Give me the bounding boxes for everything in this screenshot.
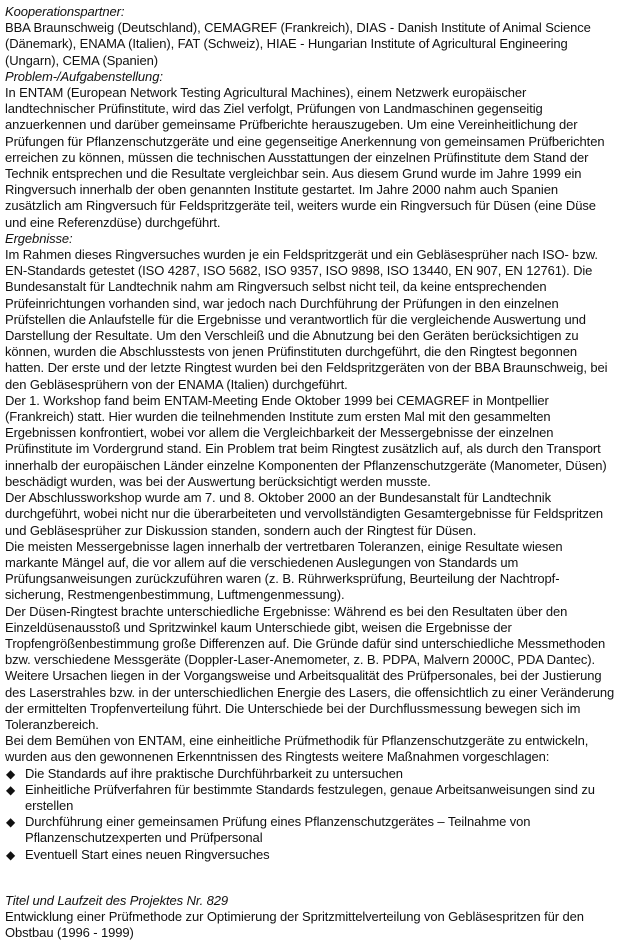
diamond-bullet-icon: ◆ (6, 847, 16, 862)
project-heading: Titel und Laufzeit des Projektes Nr. 829 (5, 892, 229, 908)
results-paragraph: Im Rahmen dieses Ringversuches wurden je ein Feldspritzgerät und ein Gebläsesprüher nach ISO- bzw. EN-Standards getestet (ISO 4287, ISO 5682, ISO 9357, ISO 9898, ISO 13440, EN 907, EN 12761). Die Bundesanstalt für Landtechnik nahm am Ringversuch selbst nicht teil, da keine entsprechenden Prüfeinrichtungen vorhanden sind, war jedoch nach Durchführung der Prüfungen in den einzelnen Prüfstellen die Anlaufstelle für die Ergebnisse und verantwortlich für die vergleichende Auswertung und Darstellung der Resultate. Um den Verschleiß und die Abnutzung bei den Geräten berücksichtigen zu können, wurden die Abschlusstests von jenen Prüfinstituten durchgeführt, die den Ringtest begonnen hatten. Der erste und der letzte Ringtest wurden bei den Feldspritzgeräten von der BBA Braunschweig, bei den Gebläsesprühern von der ENAMA (Italien) durchgeführt. (5, 247, 608, 392)
diamond-bullet-icon: ◆ (6, 782, 16, 797)
section-gap (5, 863, 617, 893)
problem-heading: Problem-/Aufgabenstellung: (5, 68, 163, 84)
partners-text: BBA Braunschweig (Deutschland), CEMAGREF (Frankreich), DIAS - Danish Institute of Animal Science (Dänemark), ENAMA (Italien), FAT (Schweiz), HIAE - Hungarian Institute of Agricultural Engineering (Ungarn), CEMA (Spanien) (5, 20, 591, 68)
results-paragraph: Bei dem Bemühen von ENTAM, eine einheitliche Prüfmethodik für Pflanzenschutzgeräte zu entwickeln, wurden aus den gewonnenen Erkenntnissen des Ringtests weitere Maßnahmen vorgeschlagen: (5, 733, 589, 765)
project-text: Entwicklung einer Prüfmethode zur Optimierung der Spritzmittelverteilung von Gebläsespritzen für den Obstbau (1996 - 1999) (5, 908, 584, 941)
list-item (5, 847, 617, 863)
list-item-text: Eventuell Start eines neuen Ringversuches (25, 846, 270, 862)
list-item-text: Einheitliche Prüfverfahren für bestimmte Standards festzulegen, genaue Arbeitsanweisungen sind zu erstellen (25, 781, 595, 813)
list-item (5, 814, 617, 846)
results-paragraph: Der Abschlussworkshop wurde am 7. und 8. Oktober 2000 an der Bundesanstalt für Landtechnik durchgeführt, wobei nicht nur die überarbeiteten und vervollständigten Gesamtergebnisse für Feldspritzen und Gebläsesprüher zur Diskussion standen, sondern auch der Ringtest für Düsen. (5, 490, 604, 538)
results-paragraph: Der 1. Workshop fand beim ENTAM-Meeting Ende Oktober 1999 bei CEMAGREF in Montpellier (Frankreich) statt. Hier wurden die teilnehmenden Institute zum ersten Mal mit den gesammelten Ergebnissen konfrontiert, wobei vor allem die Vergleichbarkeit der Messergebnisse der einzelnen Prüfinstitute im Vordergrund stand. Ein Problem trat beim Ringtest zusätzlich auf, als durch den Transport innerhalb der europäischen Länder einzelne Komponenten der Pflanzenschutzgeräte (Manometer, Düsen) beschädigt wurden, was bei der Auswertung berücksichtigt werden musste. (5, 392, 607, 489)
list-item (5, 766, 617, 782)
problem-text: In ENTAM (European Network Testing Agricultural Machines), einem Netzwerk europäischer landtechnischer Prüfinstitute, wird das Ziel verfolgt, Prüfungen von Landmaschinen gegenseitig anzuerkennen und darüber gemeinsame Prüfberichte herauszugeben. Um eine Vereinheitlichung der Prüfungen für Pflanzenschutzgeräte und eine gegenseitige Anerkennung von gemeinsamen Prüfberichten erreichen zu können, müssen die technischen Ausstattungen der einzelnen Prüfinstitute dem Stand der Technik entsprechen und die Resultate vergleichbar sein. Aus diesem Grund wurde im Jahre 1999 ein Ringversuch innerhalb der oben genannten Institute gestartet. Im Jahre 2000 nahm auch Spanien zusätzlich am Ringversuch für Feldspritzgeräte teil, weiters wurde ein Ringversuch für Düsen (eine Düse und eine Referenzdüse) durchgeführt. (5, 85, 605, 230)
diamond-bullet-icon: ◆ (6, 766, 16, 781)
list-item (5, 782, 617, 814)
results-paragraph: Die meisten Messergebnisse lagen innerhalb der vertretbaren Toleranzen, einige Resultate wiesen markante Mängel auf, die vor allem auf die verschiedenen Auslegungen von Standards um Prüfungsanweisungen zurückzuführen waren (z. B. Rührwerksprüfung, Beurteilung der Nachtropf- sicherung, Restmengenbestimmung, Luftmengenmessung). (5, 538, 563, 603)
results-paragraph: Der Düsen-Ringtest brachte unterschiedliche Ergebnisse: Während es bei den Resultaten über den Einzeldüsenausstoß und Spritzwinkel kaum Unterschiede gibt, weisen die Ergebnisse der Tropfengrößenbestimmung große Differenzen auf. Die Gründe dafür sind unterschiedliche Messmethoden bzw. verschiedene Messgeräte (Doppler-Laser-Anemometer, z. B. PDPA, Malvern 2000C, PDA Dantec). Weitere Ursachen liegen in der Vorgangsweise und Arbeitsqualität des Prüfpersonales, bei der Justierung des Laserstrahles bzw. in der unterschiedlichen Energie des Lasers, die offensichtlich zu einer Veränderung der ermittelten Tropfenverteilung führt. Die Unterschiede bei der Durchflussmessung bewegen sich im Toleranzbereich. (5, 603, 615, 732)
diamond-bullet-icon: ◆ (6, 815, 16, 830)
measures-list (5, 766, 617, 863)
list-item-text: Die Standards auf ihre praktische Durchführbarkeit zu untersuchen (25, 765, 403, 781)
document-page (5, 4, 617, 941)
results-heading: Ergebnisse: (5, 230, 73, 246)
partners-heading: Kooperationspartner: (5, 4, 125, 19)
list-item-text: Durchführung einer gemeinsamen Prüfung eines Pflanzenschutzgerätes – Teilnahme von Pflanzenschutzexperten und Prüfpersonal (25, 814, 531, 846)
